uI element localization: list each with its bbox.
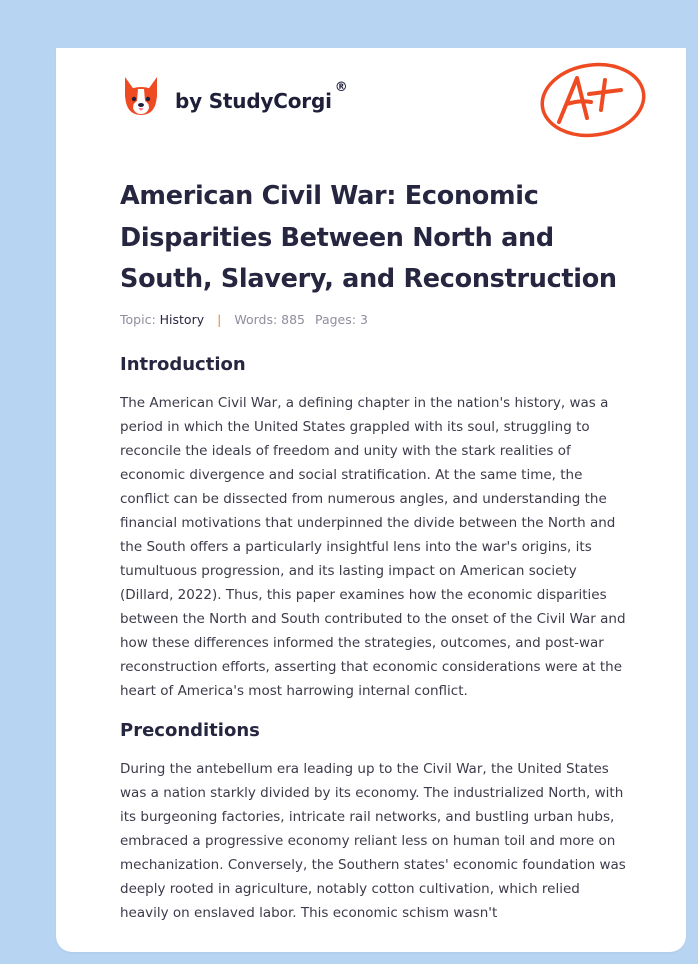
section-heading-introduction: Introduction bbox=[120, 354, 246, 375]
section-text-preconditions: During the antebellum era leading up to the Civil War, the United States was a nation starkly divided by its economy. The industrialized North, with its burgeoning factories, intricate rail networks, and bustling urban hubs, embraced a progressive economy reliant less on human toil and more on mechanization. Conversely, the Southern states' economic foundation was deeply rooted in agriculture, notably cotton cultivation, which relied heavily on enslaved labor. This economic schism wasn't bbox=[120, 761, 626, 921]
corgi-logo-icon bbox=[121, 75, 161, 119]
grade-a-plus-icon bbox=[539, 60, 647, 140]
topic-label: Topic: bbox=[120, 312, 156, 327]
section-heading-preconditions: Preconditions bbox=[120, 720, 260, 741]
section-text-introduction: The American Civil War, a defining chapter in the nation's history, was a period in which the United States grappled with its soul, struggling to reconcile the ideals of freedom and unity with the stark realities of economic divergence and social stratification. At the same time, the conflict can be dissected from numerous angles, and understanding the financial motivations that underpinned the divide between the North and the South offers a particularly insightful lens into the war's origins, its tumultuous progression, and its lasting impact on American society (Dillard, 2022). Thus, this paper examines how the economic disparities between the North and South contributed to the onset of the Civil War and how these differences informed the strategies, outcomes, and post-war reconstruction efforts, asserting that economic considerations were at the heart of America's most harrowing internal conflict. bbox=[120, 395, 626, 699]
page-count: Pages: 3 bbox=[314, 312, 368, 327]
registered-mark: ® bbox=[334, 79, 348, 95]
article-title: American Civil War: Economic Disparities Between North and South, Slavery, and Reconstruction bbox=[120, 181, 617, 294]
meta-separator: | bbox=[217, 312, 222, 327]
topic-link[interactable]: History bbox=[159, 312, 205, 327]
brand-name: by StudyCorgi bbox=[175, 89, 332, 113]
word-count: Words: 885 bbox=[234, 312, 305, 327]
article-meta bbox=[120, 312, 368, 327]
brand-logo[interactable] bbox=[121, 75, 348, 119]
document-sheet bbox=[56, 48, 686, 952]
